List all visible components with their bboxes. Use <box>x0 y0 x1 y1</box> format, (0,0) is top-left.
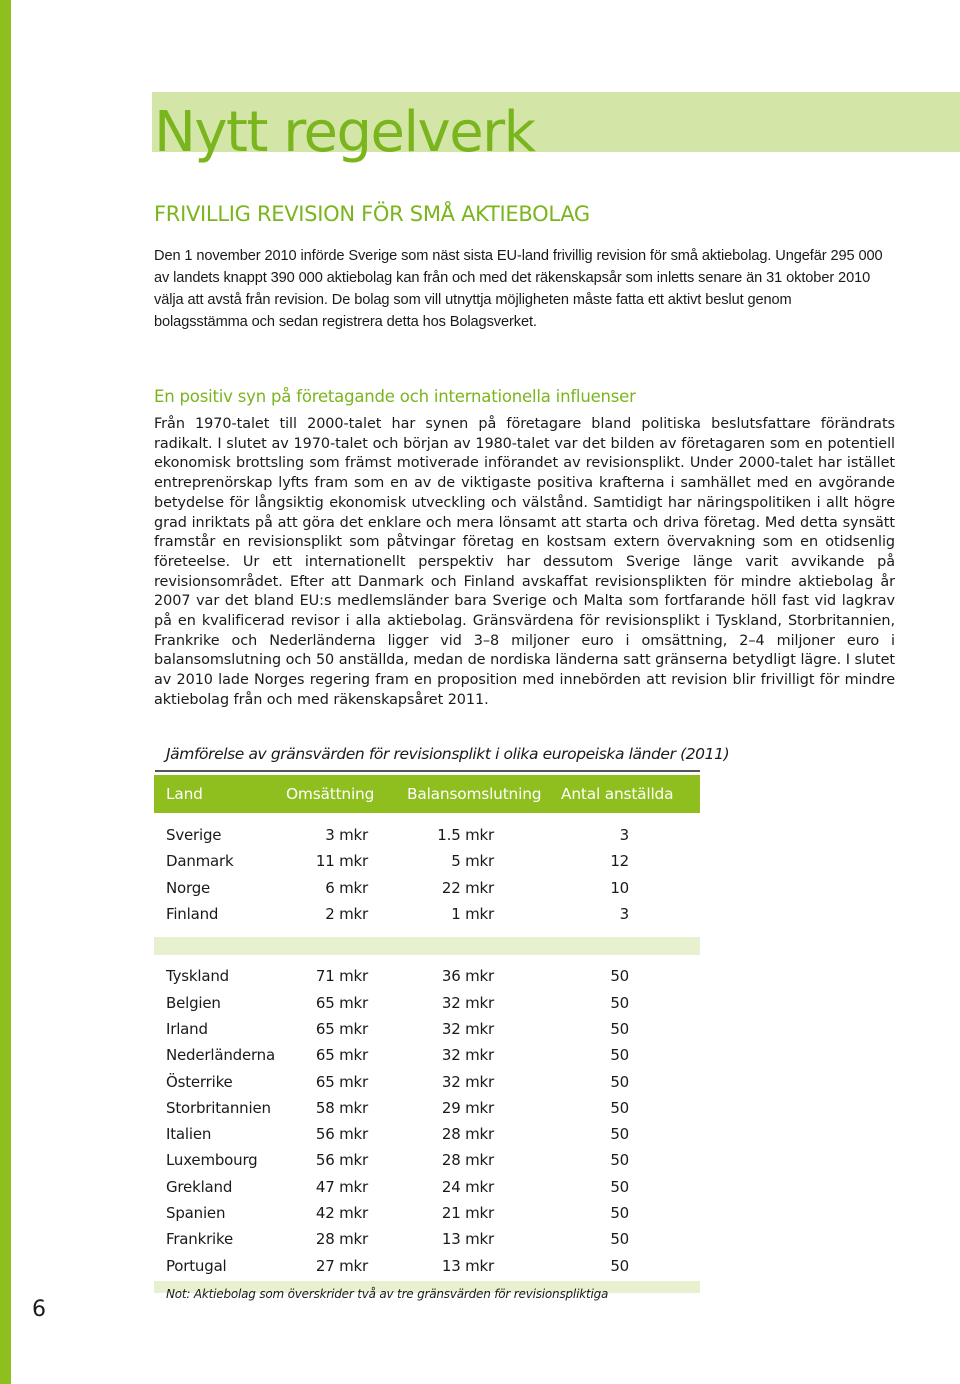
cell-balansomslutning: 29 mkr <box>441 1098 494 1117</box>
cell-land: Tyskland <box>166 967 229 986</box>
table-footnote: Not: Aktiebolag som överskrider två av tre gränsvärden för revisionspliktiga <box>166 1287 609 1301</box>
cell-antal-anstallda: 3 <box>619 905 629 924</box>
cell-balansomslutning: 1 mkr <box>451 905 494 924</box>
cell-balansomslutning: 21 mkr <box>441 1204 494 1222</box>
subheading: En positiv syn på företagande och internationella influenser <box>154 387 636 406</box>
cell-balansomslutning: 32 mkr <box>441 1019 494 1038</box>
table-row <box>154 1174 700 1200</box>
table-row <box>154 1042 700 1068</box>
intro-paragraph: Den 1 november 2010 införde Sverige som näst sista EU-land frivillig revision för små aktiebolag. Ungefär 295 000 av landets knappt 390 000 aktiebolag kan från och med det räkenskapsår som inletts senare än 31 oktober 2010 välja att avstå från revision. De bolag som vill utnyttja möjligheten måste fatta ett aktivt beslut genom bolagsstämma och sedan registrera detta hos Bolagsverket. <box>154 248 883 330</box>
table-group-separator <box>154 937 700 955</box>
table-row <box>154 1147 700 1173</box>
table-row <box>154 901 700 927</box>
cell-balansomslutning: 28 mkr <box>441 1151 494 1170</box>
cell-land: Italien <box>166 1125 212 1144</box>
cell-omsattning: 56 mkr <box>315 1151 368 1170</box>
table-caption: Jämförelse av gränsvärden för revisionsplikt i olika europeiska länder (2011) <box>166 745 730 763</box>
cell-land: Irland <box>166 1019 208 1038</box>
table-row <box>154 1226 700 1252</box>
cell-omsattning: 65 mkr <box>315 1072 368 1091</box>
table-row <box>154 1095 700 1121</box>
table-row <box>154 963 700 989</box>
cell-antal-anstallda: 50 <box>610 1125 629 1144</box>
cell-antal-anstallda: 50 <box>610 1177 629 1196</box>
cell-antal-anstallda: 3 <box>619 826 629 845</box>
section-heading: FRIVILLIG REVISION FÖR SMÅ AKTIEBOLAG <box>154 202 590 226</box>
header-antal-anstallda: Antal anställda <box>561 785 674 803</box>
cell-omsattning: 42 mkr <box>315 1204 368 1222</box>
header-land: Land <box>166 785 203 803</box>
cell-antal-anstallda: 50 <box>610 1019 629 1038</box>
left-accent-bar <box>0 0 11 1384</box>
cell-balansomslutning: 32 mkr <box>441 1046 494 1065</box>
cell-omsattning: 65 mkr <box>315 993 368 1012</box>
cell-land: Nederländerna <box>166 1046 275 1065</box>
table-header-row <box>154 775 700 813</box>
header-balansomslutning: Balansomslutning <box>407 785 542 803</box>
cell-balansomslutning: 28 mkr <box>441 1125 494 1144</box>
cell-land: Sverige <box>166 826 222 845</box>
cell-antal-anstallda: 50 <box>610 1098 629 1117</box>
cell-omsattning: 65 mkr <box>315 1019 368 1038</box>
cell-antal-anstallda: 50 <box>610 967 629 986</box>
cell-antal-anstallda: 50 <box>610 1151 629 1170</box>
table-row <box>154 1068 700 1094</box>
cell-balansomslutning: 13 mkr <box>441 1256 494 1275</box>
page-number: 6 <box>32 1297 46 1322</box>
cell-antal-anstallda: 50 <box>610 1046 629 1065</box>
cell-omsattning: 6 mkr <box>325 878 368 897</box>
table-row <box>154 989 700 1015</box>
table-row <box>154 1252 700 1278</box>
cell-land: Frankrike <box>166 1230 234 1249</box>
cell-land: Finland <box>166 905 219 924</box>
cell-land: Spanien <box>166 1204 226 1222</box>
table-row <box>154 875 700 901</box>
table-row <box>154 1121 700 1147</box>
cell-land: Österrike <box>166 1072 233 1091</box>
cell-land: Storbritannien <box>166 1098 271 1117</box>
cell-omsattning: 47 mkr <box>315 1177 368 1196</box>
table-row <box>154 848 700 874</box>
page-title: Nytt regelverk <box>154 100 535 165</box>
cell-antal-anstallda: 10 <box>610 878 629 897</box>
cell-balansomslutning: 5 mkr <box>451 852 494 871</box>
cell-balansomslutning: 32 mkr <box>441 1072 494 1091</box>
cell-balansomslutning: 36 mkr <box>441 967 494 986</box>
header-omsattning: Omsättning <box>286 785 375 803</box>
cell-balansomslutning: 13 mkr <box>441 1230 494 1249</box>
cell-land: Luxembourg <box>166 1151 258 1170</box>
cell-omsattning: 11 mkr <box>315 852 368 871</box>
cell-omsattning: 3 mkr <box>325 826 368 845</box>
cell-omsattning: 58 mkr <box>315 1098 368 1117</box>
table-group-other <box>154 955 700 1281</box>
body-paragraph: Från 1970-talet till 2000-talet har synen på företagare bland politiska beslutsfattare förändrats radikalt. I slutet av 1970-talet och början av 1980-talet var det bilden av företagaren som en potentiell ekonomisk brottsling som främst motiverade införandet av revisionsplikt. Under 2000-talet har istället entreprenörskap lyfts fram som en av de viktigaste positiva krafterna i samhället med en avgörande betydelse för långsiktig ekonomisk utveckling och välstånd. Samtidigt har näringspolitiken i allt högre grad inriktats på att göra det enklare och mera lönsamt att starta och driva företag. Med detta synsätt framstår en revisionsplikt som påtvingar företag en kostsam extern övervakning som en otidsenlig företeelse. Ur ett internationellt perspektiv har dessutom Sverige länge varit avvikande på revisionsområdet. Efter att Danmark och Finland avskaffat revisionsplikten för mindre aktiebolag år 2007 var det bland EU:s medlemsländer bara Sverige och Malta som fortfarande höll fast vid lagkrav på en kvalificerad revisor i alla aktiebolag. Gränsvärdena för revisionsplikt i Tyskland, Storbritannien, Frankrike och Nederländerna ligger vid 3–8 miljoner euro i omsättning, 2–4 miljoner euro i balansomslutning och 50 anställda, medan de nordiska länderna satt gränserna betydligt lägre. I slutet av 2010 lade Norges regering fram en proposition med innebörden att revision blir frivilligt för mindre aktiebolag från och med räkenskapsåret 2011. <box>154 416 895 708</box>
cell-omsattning: 2 mkr <box>325 905 368 924</box>
table-row <box>154 1200 700 1226</box>
cell-antal-anstallda: 50 <box>610 1230 629 1249</box>
cell-antal-anstallda: 50 <box>610 1072 629 1091</box>
cell-balansomslutning: 24 mkr <box>441 1177 494 1196</box>
cell-land: Grekland <box>166 1177 233 1196</box>
cell-land: Danmark <box>166 852 234 871</box>
cell-antal-anstallda: 50 <box>610 1204 629 1222</box>
cell-land: Norge <box>166 878 211 897</box>
cell-omsattning: 28 mkr <box>315 1230 368 1249</box>
cell-antal-anstallda: 50 <box>610 1256 629 1275</box>
cell-balansomslutning: 32 mkr <box>441 993 494 1012</box>
table-row <box>154 1016 700 1042</box>
cell-omsattning: 27 mkr <box>315 1256 368 1275</box>
cell-balansomslutning: 22 mkr <box>441 878 494 897</box>
comparison-table <box>154 775 700 1293</box>
cell-omsattning: 56 mkr <box>315 1125 368 1144</box>
cell-antal-anstallda: 50 <box>610 993 629 1012</box>
cell-omsattning: 65 mkr <box>315 1046 368 1065</box>
cell-antal-anstallda: 12 <box>610 852 629 871</box>
table-row <box>154 822 700 848</box>
cell-omsattning: 71 mkr <box>315 967 368 986</box>
caption-rule <box>155 770 700 772</box>
cell-land: Portugal <box>166 1256 227 1275</box>
cell-balansomslutning: 1.5 mkr <box>437 826 494 845</box>
table-group-nordic <box>154 813 700 937</box>
cell-land: Belgien <box>166 993 221 1012</box>
